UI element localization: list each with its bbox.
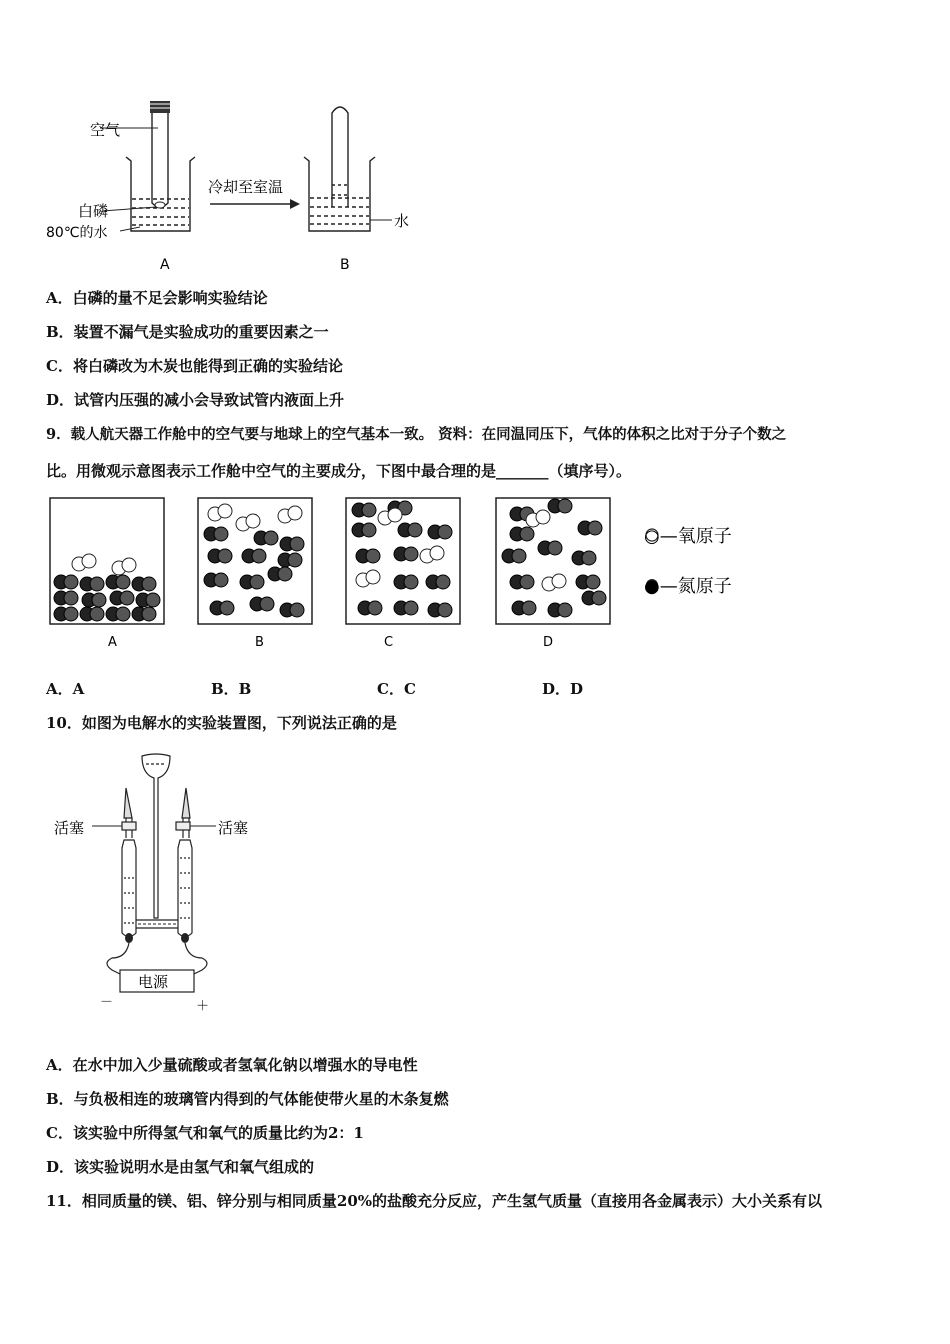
q9-option-c: C．C [377, 680, 416, 698]
q10-option-c: C．该实验中所得氢气和氧气的质量比约为2：1 [46, 1124, 364, 1142]
label-power: 电源 [138, 973, 169, 991]
q10-option-d: D．该实验说明水是由氢气和氧气组成的 [46, 1158, 315, 1176]
legend [644, 526, 732, 597]
figure-phosphorus-experiment [40, 95, 420, 280]
wire-right [185, 943, 207, 974]
beaker-a [126, 157, 195, 231]
box-d [496, 498, 610, 624]
label-air: 空气 [90, 121, 121, 139]
beaker-b [304, 157, 375, 231]
caption-box-b: B [255, 635, 264, 650]
box-b [198, 498, 312, 624]
wire-left [107, 943, 129, 974]
label-water: 水 [394, 212, 410, 230]
arrow-head [290, 199, 300, 209]
left-electrode [125, 933, 133, 943]
label-plus: ＋ [196, 999, 210, 1014]
q9-option-b: B．B [211, 680, 252, 698]
label-hot-water: 80℃的水 [46, 225, 108, 241]
caption-box-a: A [108, 635, 117, 650]
legend-oxygen: ○—氧原子 [644, 526, 732, 547]
figure-molecule-boxes [44, 494, 764, 654]
label-stopcock-right: 活塞 [218, 819, 249, 837]
connecting-tube [136, 920, 178, 928]
caption-box-d: D [543, 635, 554, 650]
label-minus: － [100, 995, 114, 1010]
q8-option-d: D．试管内压强的减小会导致试管内液面上升 [46, 391, 345, 409]
figure-electrolysis [46, 748, 266, 1018]
caption-a: A [160, 257, 170, 273]
caption-b: B [340, 257, 350, 273]
label-cool-arrow: 冷却至室温 [208, 178, 284, 196]
label-stopcock-left: 活塞 [54, 819, 85, 837]
q9-option-d: D．D [542, 680, 584, 698]
q10-option-a: A．在水中加入少量硫酸或者氢氧化钠以增强水的导电性 [46, 1056, 418, 1074]
right-electrode [181, 933, 189, 943]
q8-option-a: A．白磷的量不足会影响实验结论 [46, 289, 268, 307]
q10-stem: 10．如图为电解水的实验装置图，下列说法正确的是 [46, 714, 397, 732]
q8-option-b: B．装置不漏气是实验成功的重要因素之一 [46, 323, 329, 341]
legend-nitrogen: ●—氮原子 [644, 576, 732, 597]
q11-stem: 11．相同质量的镁、铝、锌分别与相同质量20%的盐酸充分反应，产生氢气质量（直接用各金属表示）大小关系有以 [46, 1192, 823, 1210]
q10-option-b: B．与负极相连的玻璃管内得到的气体能使带火星的木条复燃 [46, 1090, 449, 1108]
q9-stem-line2: 比。用微观示意图表示工作舱中空气的主要成分，下图中最合理的是_______（填序号）。 [46, 462, 632, 480]
q9-stem-line1: 9．载人航天器工作舱中的空气要与地球上的空气基本一致。 资料：在同温同压下，气体的体积之比对于分子个数之 [46, 426, 787, 443]
q9-options [46, 678, 906, 698]
box-a [50, 498, 164, 624]
caption-box-c: C [384, 635, 394, 650]
box-c [346, 498, 460, 624]
right-tube [176, 788, 192, 937]
test-tube-b [332, 107, 348, 207]
funnel [142, 754, 170, 918]
label-phosphorus: 白磷 [78, 202, 109, 220]
left-tube [122, 788, 136, 937]
q9-option-a: A．A [46, 680, 85, 698]
test-tube-a [150, 101, 170, 208]
q8-option-c: C．将白磷改为木炭也能得到正确的实验结论 [46, 357, 343, 375]
